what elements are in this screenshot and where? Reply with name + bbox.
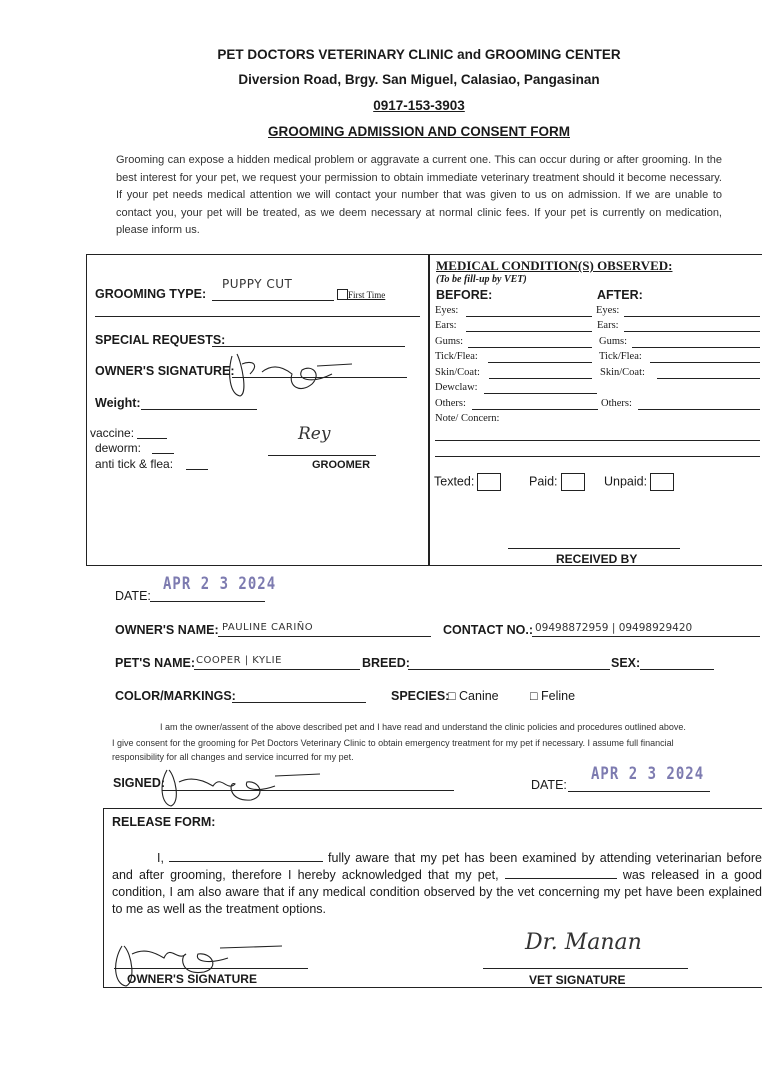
date-stamp-2: APR 2 3 2024 bbox=[591, 764, 705, 784]
unpaid-checkbox[interactable] bbox=[650, 473, 674, 491]
release-paragraph bbox=[112, 850, 762, 918]
release-name-blank[interactable] bbox=[169, 861, 323, 862]
after-skin-line[interactable] bbox=[657, 378, 760, 379]
after-ears: Ears: bbox=[597, 320, 619, 331]
before-gums-line[interactable] bbox=[468, 347, 592, 348]
owner-signature-line-2[interactable] bbox=[114, 968, 308, 969]
after-others: Others: bbox=[601, 398, 632, 409]
after-skin: Skin/Coat: bbox=[600, 367, 645, 378]
after-gums-line[interactable] bbox=[632, 347, 760, 348]
before-tick: Tick/Flea: bbox=[435, 351, 478, 362]
breed-line[interactable] bbox=[408, 669, 610, 670]
owner-name-label: OWNER'S NAME: bbox=[115, 623, 219, 637]
grooming-type-line bbox=[212, 300, 334, 301]
weight-label: Weight: bbox=[95, 396, 141, 410]
before-others-line[interactable] bbox=[472, 409, 598, 410]
paid-field bbox=[529, 473, 585, 491]
first-time-label: First Time bbox=[348, 290, 386, 300]
anti-tick-line[interactable] bbox=[186, 469, 208, 470]
before-eyes: Eyes: bbox=[435, 305, 459, 316]
unpaid-label: Unpaid: bbox=[604, 474, 648, 489]
texted-checkbox[interactable] bbox=[477, 473, 501, 491]
groomer-label: GROOMER bbox=[312, 459, 371, 471]
release-pet-blank[interactable] bbox=[505, 878, 617, 879]
owner-signature-2 bbox=[155, 762, 325, 812]
before-gums: Gums: bbox=[435, 336, 464, 347]
before-tick-line[interactable] bbox=[488, 362, 592, 363]
before-dewclaw-line[interactable] bbox=[484, 393, 597, 394]
deworm-label: deworm: bbox=[95, 441, 142, 455]
grooming-extra-line bbox=[95, 316, 420, 317]
canine-option[interactable]: □ Canine bbox=[448, 689, 499, 703]
release-text-b: fully aware that my pet has been examined by attending veterinarian before and after grooming, therefore I hereby acknowledged that my pet, bbox=[112, 851, 762, 882]
grooming-type-label: GROOMING TYPE: bbox=[95, 287, 207, 301]
after-eyes: Eyes: bbox=[596, 305, 620, 316]
vet-signature-label: VET SIGNATURE bbox=[529, 973, 626, 987]
sex-label: SEX: bbox=[611, 656, 641, 670]
paid-checkbox[interactable] bbox=[561, 473, 585, 491]
pet-name-line[interactable] bbox=[194, 669, 360, 670]
after-tick: Tick/Flea: bbox=[599, 351, 642, 362]
texted-label: Texted: bbox=[434, 474, 475, 489]
deworm-line[interactable] bbox=[152, 453, 174, 454]
vaccine-line[interactable] bbox=[137, 438, 167, 439]
owner-signature-label-2: OWNER'S SIGNATURE bbox=[127, 972, 257, 986]
clinic-address: Diversion Road, Brgy. San Miguel, Calasiao, Pangasinan bbox=[238, 72, 600, 87]
groomer-line[interactable] bbox=[268, 455, 376, 456]
clinic-phone: 0917-153-3903 bbox=[373, 98, 465, 113]
box-divider bbox=[428, 254, 430, 566]
species-label: SPECIES: bbox=[391, 689, 450, 703]
before-skin: Skin/Coat: bbox=[435, 367, 480, 378]
vaccine-label: vaccine: bbox=[90, 426, 135, 440]
date-line[interactable] bbox=[150, 601, 265, 602]
medical-title: MEDICAL CONDITION(S) OBSERVED: bbox=[436, 258, 673, 273]
date-stamp-1: APR 2 3 2024 bbox=[163, 574, 277, 594]
color-label: COLOR/MARKINGS: bbox=[115, 689, 236, 703]
after-label: AFTER: bbox=[597, 288, 643, 302]
owner-signature-1 bbox=[222, 344, 362, 404]
color-line[interactable] bbox=[232, 702, 366, 703]
texted-field bbox=[434, 473, 501, 491]
groomer-signature: Rey bbox=[298, 424, 331, 444]
consent-date-line[interactable] bbox=[568, 791, 710, 792]
note-line-1[interactable] bbox=[435, 440, 760, 441]
consent-line-2: I give consent for the grooming for Pet Doctors Veterinary Clinic to obtain emergency treatment for my pet if necessary. I assume full financial responsibility for all changes and service incurred for my pet. bbox=[112, 738, 674, 762]
consent-date-label: DATE: bbox=[531, 778, 567, 792]
release-title: RELEASE FORM: bbox=[112, 815, 216, 829]
pet-name-label: PET'S NAME: bbox=[115, 656, 196, 670]
sex-line[interactable] bbox=[640, 669, 714, 670]
before-label: BEFORE: bbox=[436, 288, 493, 302]
before-ears-line[interactable] bbox=[466, 331, 592, 332]
consent-line-1: I am the owner/assent of the above described pet and I have read and understand the clinic policies and procedures outlined above. bbox=[160, 722, 686, 732]
before-others: Others: bbox=[435, 398, 466, 409]
release-text-a: I, bbox=[157, 851, 164, 865]
before-dewclaw: Dewclaw: bbox=[435, 382, 478, 393]
vet-signature-line[interactable] bbox=[483, 968, 688, 969]
vet-signature: Dr. Manan bbox=[525, 930, 642, 955]
note-line-2[interactable] bbox=[435, 456, 760, 457]
pet-name-value[interactable]: COOPER | KYLIE bbox=[196, 655, 282, 666]
release-text-c: was released in a good condition, I am also aware that if any medical condition observed by the vet concerning my pet have been explained to me as well as the treatment options. bbox=[112, 868, 762, 916]
contact-value[interactable]: 09498872959 | 09498929420 bbox=[535, 622, 693, 634]
received-by-label: RECEIVED BY bbox=[556, 552, 638, 566]
clinic-name: PET DOCTORS VETERINARY CLINIC and GROOMING CENTER bbox=[217, 47, 621, 62]
before-eyes-line[interactable] bbox=[466, 316, 592, 317]
owner-name-value[interactable]: PAULINE CARIÑO bbox=[222, 622, 314, 633]
after-gums: Gums: bbox=[599, 336, 628, 347]
intro-paragraph: Grooming can expose a hidden medical problem or aggravate a current one. This can occur during or after grooming. In the best interest for your pet, we request your permission to obtain immediate veterinary treatment should it become necessary. If your pet needs medical attention we will contact your number that was given to us on admission. If we are unable to contact you, your pet will be treated, as we deem necessary at normal clinic fees. If your pet is currently on medication, please inform us. bbox=[116, 154, 722, 236]
unpaid-field bbox=[604, 473, 674, 491]
contact-label: CONTACT NO.: bbox=[443, 623, 534, 637]
received-by-line[interactable] bbox=[508, 548, 680, 549]
anti-tick-label: anti tick & flea: bbox=[95, 457, 174, 471]
after-eyes-line[interactable] bbox=[624, 316, 760, 317]
feline-option[interactable]: □ Feline bbox=[530, 689, 576, 703]
before-skin-line[interactable] bbox=[489, 378, 592, 379]
date-label: DATE: bbox=[115, 589, 151, 603]
note-concern-label: Note/ Concern: bbox=[435, 413, 500, 424]
special-requests-label: SPECIAL REQUESTS: bbox=[95, 333, 226, 347]
signed-label: SIGNED: bbox=[113, 776, 166, 790]
first-time-checkbox[interactable] bbox=[337, 289, 348, 300]
paid-label: Paid: bbox=[529, 474, 558, 489]
after-others-line[interactable] bbox=[638, 409, 760, 410]
after-tick-line[interactable] bbox=[650, 362, 760, 363]
before-ears: Ears: bbox=[435, 320, 457, 331]
breed-label: BREED: bbox=[362, 656, 410, 670]
medical-subtitle: (To be fill-up by VET) bbox=[436, 274, 527, 285]
owner-name-line[interactable] bbox=[218, 636, 431, 637]
owner-signature-label: OWNER'S SIGNATURE: bbox=[95, 364, 235, 378]
form-title: GROOMING ADMISSION AND CONSENT FORM bbox=[268, 124, 570, 139]
grooming-type-value[interactable]: PUPPY CUT bbox=[222, 277, 293, 291]
weight-line[interactable] bbox=[141, 409, 257, 410]
contact-line[interactable] bbox=[532, 636, 760, 637]
after-ears-line[interactable] bbox=[624, 331, 760, 332]
